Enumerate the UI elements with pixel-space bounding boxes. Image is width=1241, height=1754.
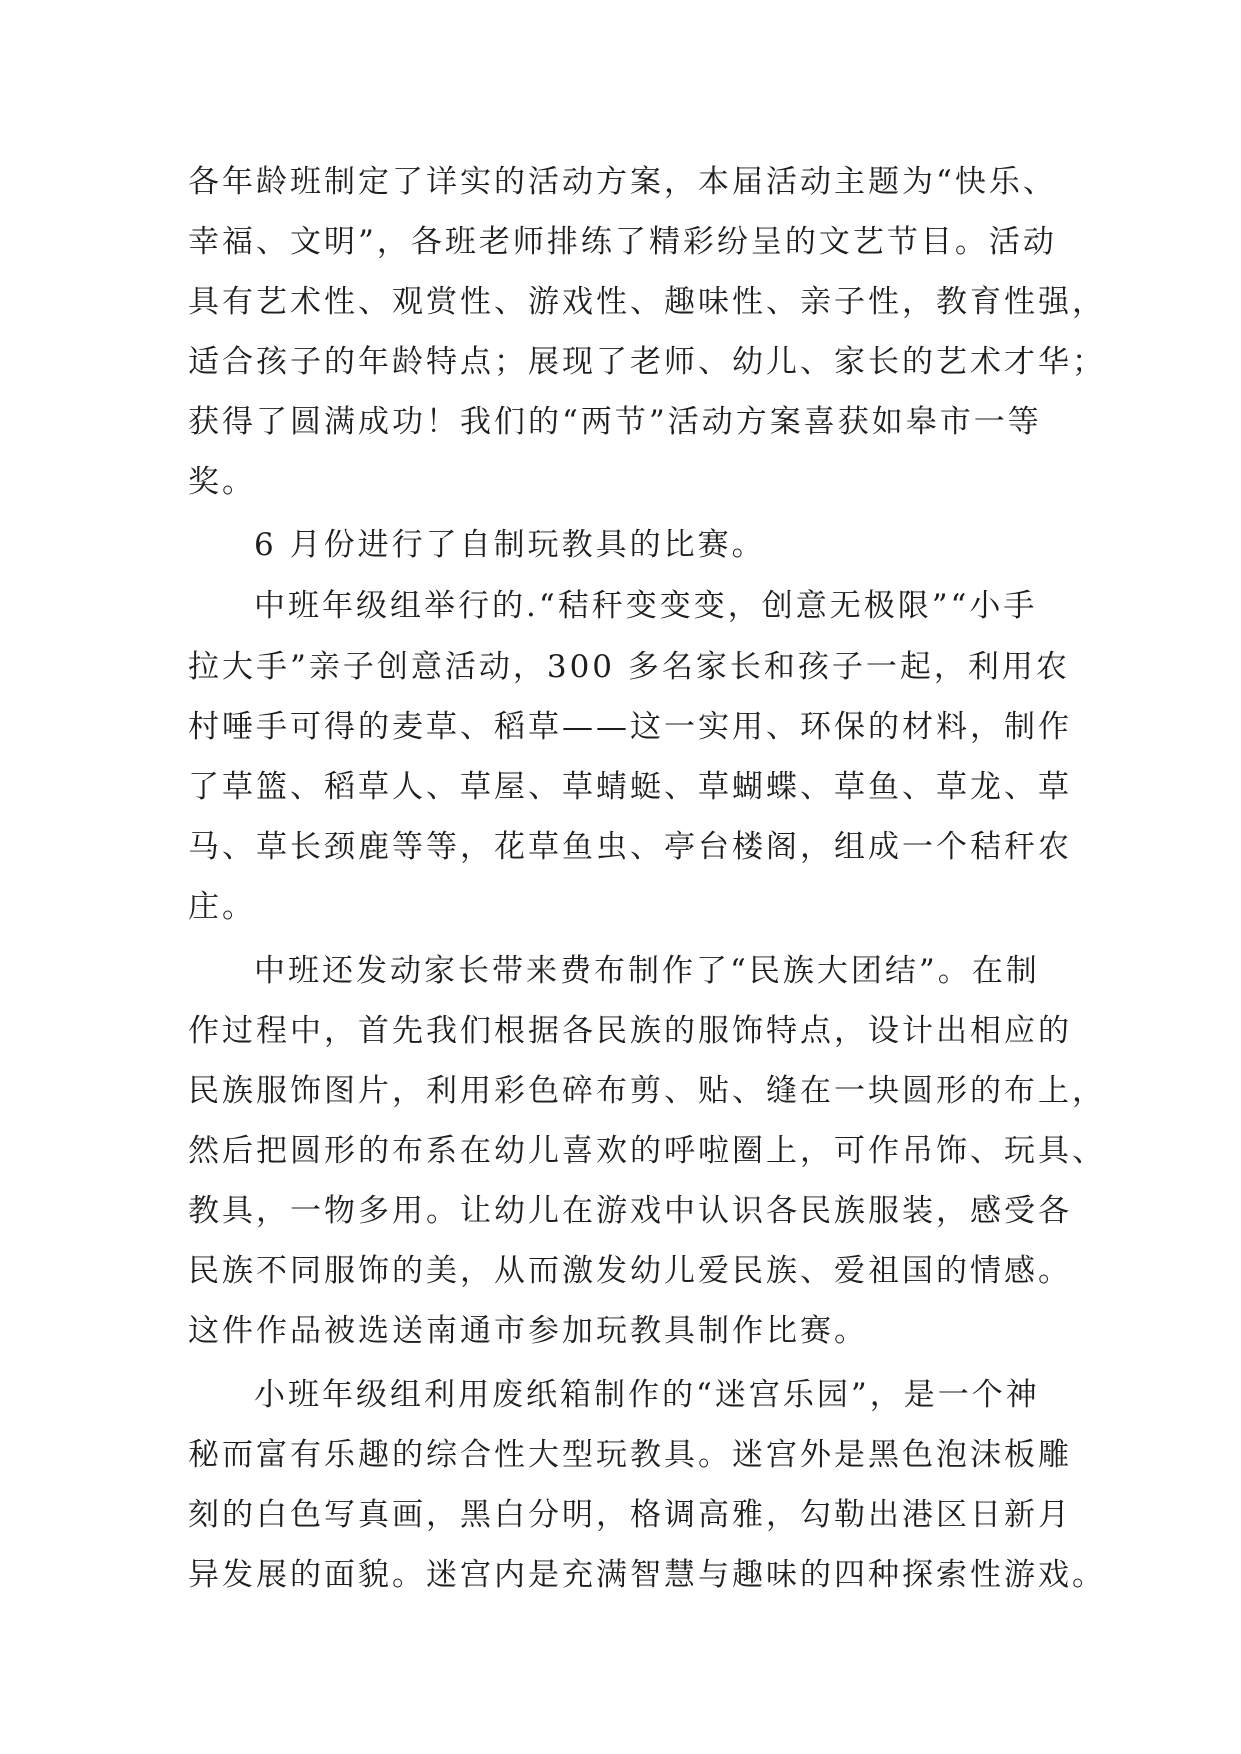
text-line: 具有艺术性、观赏性、游戏性、趣味性、亲子性，教育性强， [188,284,1106,320]
text-line: 刻的白色写真画，黑白分明，格调高雅，勾勒出港区日新月 [188,1497,1072,1533]
text-line: 民族不同服饰的美，从而激发幼儿爱民族、爱祖国的情感。 [188,1253,1072,1289]
text-line: 奖。 [188,464,256,500]
text-line: 各年龄班制定了详实的活动方案，本届活动主题为“快乐、 [188,164,1057,200]
text-line: 秘而富有乐趣的综合性大型玩教具。迷宫外是黑色泡沫板雕 [188,1437,1072,1473]
text-line: 作过程中，首先我们根据各民族的服饰特点，设计出相应的 [188,1013,1072,1049]
text-line: 庄。 [188,889,256,925]
text-line: 幸福、文明”，各班老师排练了精彩纷呈的文艺节目。活动 [188,224,1057,260]
text-line: 了草篮、稻草人、草屋、草蜻蜓、草蝴蝶、草鱼、草龙、草 [188,769,1072,805]
text-line: 异发展的面貌。迷宫内是充满智慧与趣味的四种探索性游戏。 [188,1557,1106,1593]
text-line: 村唾手可得的麦草、稻草——这一实用、环保的材料，制作 [188,709,1072,745]
paragraph-first-line: 小班年级组利用废纸箱制作的“迷宫乐园”，是一个神 [254,1377,1040,1413]
text-line: 适合孩子的年龄特点；展现了老师、幼儿、家长的艺术才华； [188,344,1106,380]
text-line: 马、草长颈鹿等等，花草鱼虫、亭台楼阁，组成一个秸秆农 [188,829,1072,865]
text-line: 这件作品被选送南通市参加玩教具制作比赛。 [188,1313,868,1349]
text-line: 民族服饰图片，利用彩色碎布剪、贴、缝在一块圆形的布上， [188,1073,1106,1109]
text-line: 拉大手”亲子创意活动，300 多名家长和孩子一起，利用农 [188,649,1070,685]
text-line: 获得了圆满成功！我们的“两节”活动方案喜获如皋市一等 [188,404,1042,440]
text-line: 然后把圆形的布系在幼儿喜欢的呼啦圈上，可作吊饰、玩具、 [188,1133,1106,1169]
paragraph-first-line: 中班年级组举行的.“秸秆变变变，创意无极限”“小手 [254,588,1038,624]
text-line: 教具，一物多用。让幼儿在游戏中认识各民族服装，感受各 [188,1193,1072,1229]
paragraph-first-line: 6 月份进行了自制玩教具的比赛。 [254,527,766,563]
paragraph-first-line: 中班还发动家长带来费布制作了“民族大团结”。在制 [254,953,1040,989]
